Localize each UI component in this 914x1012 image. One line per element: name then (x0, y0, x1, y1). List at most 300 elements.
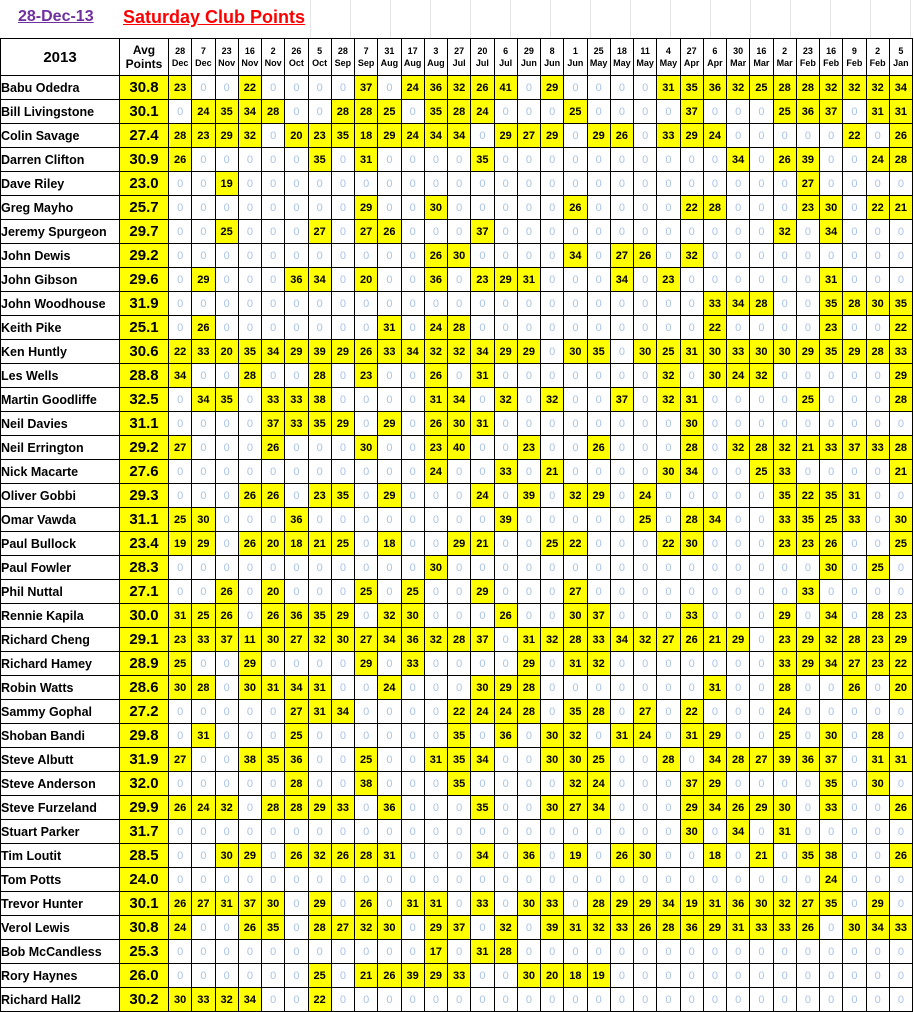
score-cell: 31 (378, 316, 401, 340)
score-cell: 33 (773, 652, 796, 676)
player-name: Darren Clifton (1, 148, 120, 172)
score-cell: 0 (680, 316, 703, 340)
avg-points-cell: 30.1 (120, 100, 169, 124)
score-cell: 26 (331, 844, 354, 868)
score-cell: 26 (773, 148, 796, 172)
score-cell: 35 (331, 484, 354, 508)
score-cell: 29 (378, 124, 401, 148)
score-cell: 0 (355, 988, 378, 1012)
avg-points-cell: 31.7 (120, 820, 169, 844)
score-cell: 0 (262, 940, 285, 964)
score-cell: 34 (238, 988, 261, 1012)
score-cell: 0 (889, 556, 912, 580)
score-cell: 0 (401, 316, 424, 340)
score-cell: 0 (820, 580, 843, 604)
score-cell: 0 (610, 220, 633, 244)
score-cell: 0 (262, 988, 285, 1012)
score-cell: 0 (192, 172, 215, 196)
score-cell: 29 (331, 412, 354, 436)
score-cell: 0 (564, 268, 587, 292)
score-cell: 29 (494, 268, 517, 292)
score-cell: 30 (820, 724, 843, 748)
score-cell: 35 (424, 100, 447, 124)
score-cell: 0 (773, 964, 796, 988)
score-cell: 22 (889, 652, 912, 676)
score-cell: 29 (541, 124, 564, 148)
score-cell: 0 (727, 868, 750, 892)
score-cell: 28 (680, 436, 703, 460)
score-cell: 28 (750, 292, 773, 316)
player-name: Richard Hall2 (1, 988, 120, 1012)
score-cell: 36 (727, 892, 750, 916)
date-day: 29 (523, 46, 534, 56)
score-cell: 0 (285, 76, 308, 100)
score-cell: 0 (331, 244, 354, 268)
score-cell: 0 (541, 220, 564, 244)
score-cell: 0 (331, 292, 354, 316)
score-cell: 37 (843, 436, 866, 460)
score-cell: 0 (494, 796, 517, 820)
score-cell: 0 (541, 844, 564, 868)
score-cell: 0 (541, 268, 564, 292)
score-cell: 37 (680, 772, 703, 796)
score-cell: 28 (448, 628, 471, 652)
score-cell: 0 (401, 772, 424, 796)
score-cell: 0 (727, 196, 750, 220)
score-cell: 0 (285, 868, 308, 892)
score-cell: 0 (215, 364, 238, 388)
score-cell: 0 (587, 412, 610, 436)
score-cell: 28 (448, 316, 471, 340)
score-cell: 0 (378, 940, 401, 964)
score-cell: 27 (192, 892, 215, 916)
score-cell: 0 (750, 484, 773, 508)
score-cell: 0 (355, 316, 378, 340)
score-cell: 0 (331, 268, 354, 292)
score-cell: 0 (169, 100, 192, 124)
table-row (1, 628, 913, 652)
score-cell: 0 (448, 868, 471, 892)
score-cell: 0 (517, 796, 540, 820)
date-month: Oct (312, 58, 328, 68)
score-cell: 29 (285, 340, 308, 364)
score-cell: 0 (448, 676, 471, 700)
score-cell: 0 (889, 220, 912, 244)
score-cell: 24 (634, 484, 657, 508)
date-month: Oct (288, 58, 304, 68)
score-cell: 0 (448, 604, 471, 628)
score-cell: 18 (564, 964, 587, 988)
score-cell: 0 (215, 508, 238, 532)
score-cell: 0 (564, 412, 587, 436)
score-cell: 29 (331, 340, 354, 364)
score-cell: 0 (192, 196, 215, 220)
table-row (1, 604, 913, 628)
player-name: Steve Albutt (1, 748, 120, 772)
score-cell: 26 (889, 844, 912, 868)
score-cell: 0 (727, 556, 750, 580)
date-header (448, 39, 471, 76)
score-cell: 28 (889, 436, 912, 460)
date-header (843, 39, 866, 76)
score-cell: 0 (889, 268, 912, 292)
score-cell: 29 (703, 724, 726, 748)
score-cell: 0 (610, 340, 633, 364)
score-cell: 0 (657, 796, 680, 820)
score-cell: 28 (494, 940, 517, 964)
date-header (308, 39, 331, 76)
score-cell: 0 (750, 772, 773, 796)
score-cell: 0 (541, 556, 564, 580)
score-cell: 0 (401, 676, 424, 700)
score-cell: 0 (471, 436, 494, 460)
score-cell: 0 (773, 388, 796, 412)
score-cell: 30 (773, 796, 796, 820)
score-cell: 0 (192, 820, 215, 844)
score-cell: 0 (634, 796, 657, 820)
score-cell: 0 (587, 580, 610, 604)
score-cell: 25 (401, 580, 424, 604)
score-cell: 0 (308, 652, 331, 676)
score-cell: 0 (587, 388, 610, 412)
score-cell: 0 (262, 76, 285, 100)
score-cell: 23 (424, 436, 447, 460)
score-cell: 0 (773, 556, 796, 580)
score-cell: 31 (262, 676, 285, 700)
score-cell: 0 (331, 940, 354, 964)
score-cell: 0 (634, 436, 657, 460)
score-cell: 0 (703, 940, 726, 964)
score-cell: 20 (285, 124, 308, 148)
score-cell: 33 (610, 916, 633, 940)
score-cell: 0 (843, 316, 866, 340)
score-cell: 30 (634, 844, 657, 868)
score-cell: 0 (657, 580, 680, 604)
score-cell: 0 (680, 484, 703, 508)
score-cell: 0 (355, 172, 378, 196)
score-cell: 0 (331, 580, 354, 604)
score-cell: 0 (378, 748, 401, 772)
score-cell: 0 (634, 988, 657, 1012)
score-cell: 0 (355, 556, 378, 580)
score-cell: 0 (657, 868, 680, 892)
score-cell: 39 (517, 484, 540, 508)
date-header (727, 39, 750, 76)
score-cell: 19 (680, 892, 703, 916)
score-cell: 29 (331, 604, 354, 628)
date-day: 16 (756, 46, 767, 56)
score-cell: 31 (215, 892, 238, 916)
score-cell: 34 (703, 748, 726, 772)
report-date: 28-Dec-13 (18, 8, 94, 25)
score-cell: 0 (866, 388, 889, 412)
score-cell: 0 (843, 148, 866, 172)
score-cell: 39 (308, 340, 331, 364)
score-cell: 34 (331, 700, 354, 724)
score-cell: 0 (610, 460, 633, 484)
score-cell: 0 (285, 988, 308, 1012)
score-cell: 24 (634, 724, 657, 748)
score-cell: 30 (424, 196, 447, 220)
score-cell: 0 (610, 988, 633, 1012)
score-cell: 28 (192, 676, 215, 700)
score-cell: 30 (215, 844, 238, 868)
score-cell: 0 (331, 892, 354, 916)
score-cell: 0 (657, 556, 680, 580)
score-cell: 28 (564, 628, 587, 652)
score-cell: 0 (331, 556, 354, 580)
score-cell: 23 (820, 316, 843, 340)
score-cell: 26 (169, 892, 192, 916)
score-cell: 0 (541, 244, 564, 268)
score-cell: 0 (401, 796, 424, 820)
player-name: Paul Fowler (1, 556, 120, 580)
score-cell: 0 (471, 652, 494, 676)
score-cell: 0 (610, 580, 633, 604)
score-cell: 0 (401, 748, 424, 772)
score-cell: 0 (355, 508, 378, 532)
score-cell: 0 (843, 412, 866, 436)
score-cell: 0 (262, 124, 285, 148)
score-cell: 0 (285, 220, 308, 244)
score-cell: 0 (285, 196, 308, 220)
score-cell: 0 (308, 940, 331, 964)
score-cell: 0 (401, 916, 424, 940)
score-cell: 0 (169, 388, 192, 412)
header-gridlines (310, 0, 914, 38)
score-cell: 25 (750, 76, 773, 100)
score-cell: 30 (564, 340, 587, 364)
date-month: Mar (753, 58, 770, 68)
score-cell: 20 (262, 580, 285, 604)
score-cell: 41 (494, 76, 517, 100)
score-cell: 0 (238, 460, 261, 484)
table-row (1, 268, 913, 292)
score-cell: 26 (727, 796, 750, 820)
score-cell: 0 (192, 292, 215, 316)
score-cell: 0 (866, 580, 889, 604)
date-day: 5 (317, 46, 323, 56)
score-cell: 0 (634, 580, 657, 604)
score-cell: 22 (680, 700, 703, 724)
score-cell: 31 (192, 724, 215, 748)
score-cell: 0 (285, 244, 308, 268)
score-cell: 0 (355, 724, 378, 748)
player-name: Tom Potts (1, 868, 120, 892)
score-cell: 0 (331, 772, 354, 796)
score-cell: 0 (424, 292, 447, 316)
score-cell: 0 (285, 820, 308, 844)
score-cell: 26 (564, 196, 587, 220)
score-cell: 0 (657, 988, 680, 1012)
date-day: 28 (337, 46, 348, 56)
score-cell: 27 (750, 748, 773, 772)
score-cell: 0 (820, 676, 843, 700)
score-cell: 26 (471, 76, 494, 100)
score-cell: 35 (308, 148, 331, 172)
date-month: Dec (195, 58, 212, 68)
avg-points-cell: 23.0 (120, 172, 169, 196)
score-cell: 0 (215, 964, 238, 988)
date-day: 23 (221, 46, 232, 56)
score-cell: 31 (703, 676, 726, 700)
score-cell: 0 (564, 892, 587, 916)
score-cell: 0 (424, 676, 447, 700)
score-cell: 0 (587, 172, 610, 196)
date-day: 8 (549, 46, 555, 56)
score-cell: 26 (169, 148, 192, 172)
score-cell: 20 (355, 268, 378, 292)
player-name: Rory Haynes (1, 964, 120, 988)
score-cell: 0 (494, 172, 517, 196)
score-cell: 0 (587, 316, 610, 340)
score-cell: 0 (285, 364, 308, 388)
score-cell: 31 (517, 268, 540, 292)
score-cell: 0 (448, 460, 471, 484)
score-cell: 0 (889, 892, 912, 916)
score-cell: 0 (262, 556, 285, 580)
score-cell: 0 (169, 412, 192, 436)
score-cell: 0 (378, 580, 401, 604)
date-month: Aug (403, 58, 422, 68)
score-cell: 30 (262, 628, 285, 652)
score-cell: 0 (889, 940, 912, 964)
score-cell: 0 (378, 244, 401, 268)
score-cell: 33 (750, 916, 773, 940)
score-cell: 0 (634, 652, 657, 676)
score-cell: 0 (285, 460, 308, 484)
date-day: 4 (665, 46, 671, 56)
avg-points-cell: 29.2 (120, 436, 169, 460)
score-cell: 0 (494, 868, 517, 892)
score-cell: 26 (424, 244, 447, 268)
avg-points-cell: 25.7 (120, 196, 169, 220)
score-cell: 0 (727, 220, 750, 244)
score-cell: 0 (215, 868, 238, 892)
score-cell: 0 (843, 844, 866, 868)
score-cell: 28 (355, 844, 378, 868)
score-cell: 0 (169, 580, 192, 604)
score-cell: 0 (355, 868, 378, 892)
score-cell: 0 (541, 172, 564, 196)
score-cell: 30 (448, 244, 471, 268)
score-cell: 0 (448, 508, 471, 532)
score-cell: 0 (750, 412, 773, 436)
score-cell: 29 (680, 124, 703, 148)
score-cell: 0 (634, 268, 657, 292)
score-cell: 0 (843, 268, 866, 292)
date-header (750, 39, 773, 76)
score-cell: 0 (285, 916, 308, 940)
score-cell: 0 (308, 556, 331, 580)
score-cell: 0 (587, 100, 610, 124)
score-cell: 38 (238, 748, 261, 772)
score-cell: 33 (471, 892, 494, 916)
date-header (866, 39, 889, 76)
score-cell: 0 (657, 172, 680, 196)
score-cell: 37 (471, 220, 494, 244)
score-cell: 26 (238, 916, 261, 940)
score-cell: 23 (355, 364, 378, 388)
score-cell: 29 (703, 916, 726, 940)
score-cell: 21 (308, 532, 331, 556)
score-cell: 0 (703, 532, 726, 556)
score-cell: 24 (471, 100, 494, 124)
score-cell: 0 (355, 460, 378, 484)
score-cell: 0 (262, 172, 285, 196)
score-cell: 0 (262, 868, 285, 892)
score-cell: 0 (610, 316, 633, 340)
score-cell: 0 (215, 484, 238, 508)
player-name: Tim Loutit (1, 844, 120, 868)
score-cell: 0 (634, 460, 657, 484)
score-cell: 0 (378, 652, 401, 676)
score-cell: 0 (796, 604, 819, 628)
score-cell: 0 (378, 772, 401, 796)
score-cell: 0 (843, 556, 866, 580)
score-cell: 32 (378, 604, 401, 628)
score-cell: 0 (471, 556, 494, 580)
score-cell: 0 (378, 76, 401, 100)
date-day: 17 (407, 46, 418, 56)
score-cell: 0 (703, 604, 726, 628)
score-cell: 0 (331, 148, 354, 172)
score-cell: 37 (471, 628, 494, 652)
score-cell: 31 (564, 652, 587, 676)
score-cell: 0 (750, 316, 773, 340)
date-header (331, 39, 354, 76)
score-cell: 0 (889, 820, 912, 844)
score-cell: 0 (889, 580, 912, 604)
score-cell: 0 (843, 460, 866, 484)
score-cell: 0 (750, 100, 773, 124)
score-cell: 0 (401, 700, 424, 724)
date-month: Jun (520, 58, 537, 68)
score-cell: 0 (796, 724, 819, 748)
score-cell: 29 (796, 340, 819, 364)
score-cell: 36 (285, 508, 308, 532)
score-cell: 0 (262, 196, 285, 220)
score-cell: 29 (866, 892, 889, 916)
score-cell: 0 (680, 652, 703, 676)
score-cell: 0 (727, 676, 750, 700)
score-cell: 24 (494, 700, 517, 724)
score-cell: 26 (820, 532, 843, 556)
score-cell: 0 (703, 100, 726, 124)
table-row (1, 796, 913, 820)
score-cell: 0 (610, 652, 633, 676)
score-cell: 27 (657, 628, 680, 652)
score-cell: 0 (331, 676, 354, 700)
date-month: Aug (427, 58, 445, 68)
date-header (262, 39, 285, 76)
score-cell: 0 (750, 244, 773, 268)
score-cell: 0 (889, 172, 912, 196)
score-cell: 25 (773, 100, 796, 124)
score-cell: 0 (796, 964, 819, 988)
score-cell: 35 (262, 916, 285, 940)
score-cell: 34 (378, 628, 401, 652)
score-cell: 0 (331, 364, 354, 388)
score-cell: 36 (796, 748, 819, 772)
score-cell: 0 (494, 316, 517, 340)
score-cell: 0 (331, 388, 354, 412)
score-cell: 0 (866, 124, 889, 148)
score-cell: 0 (448, 220, 471, 244)
score-cell: 19 (564, 844, 587, 868)
score-cell: 0 (634, 76, 657, 100)
score-cell: 0 (587, 76, 610, 100)
